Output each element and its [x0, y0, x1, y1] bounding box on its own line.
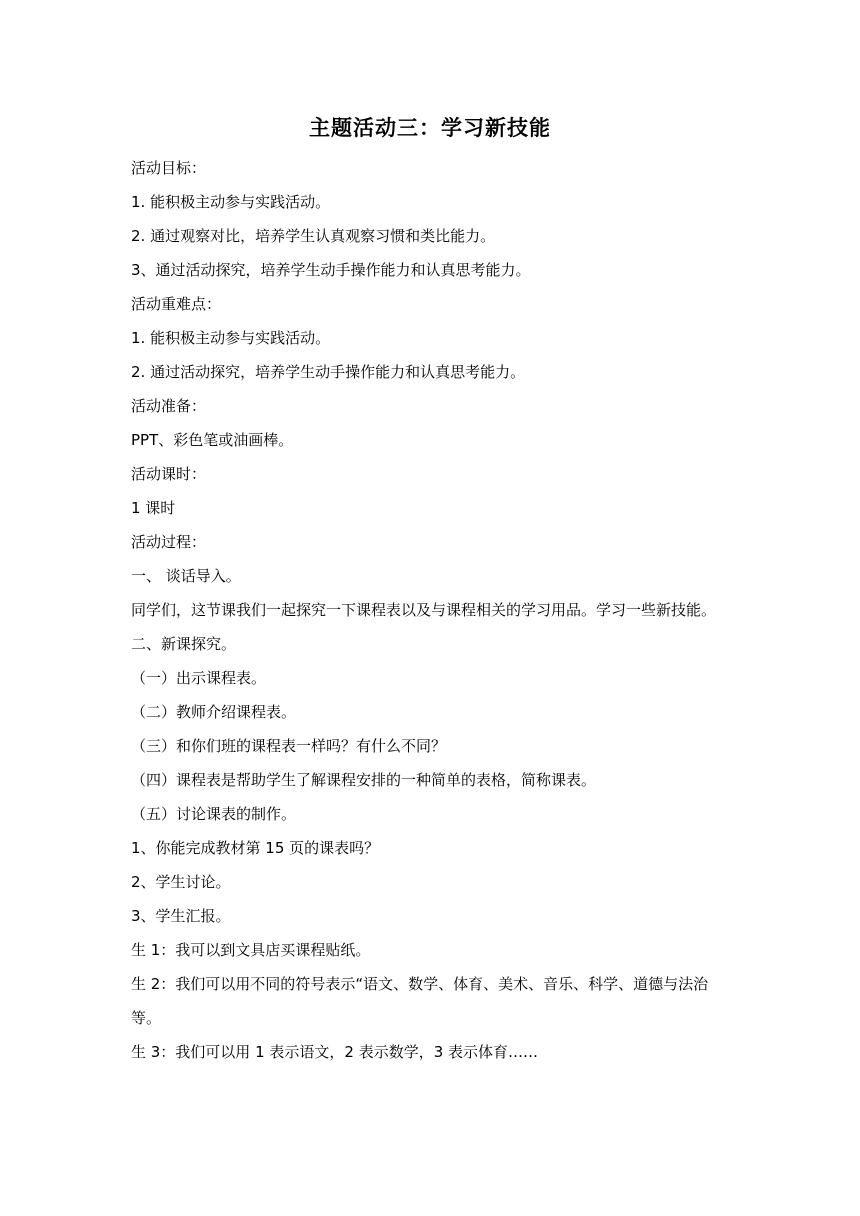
section-heading-goals: 活动目标： [131, 159, 207, 177]
sub-step-4: （四）课程表是帮助学生了解课程安排的一种简单的表格，简称课表。 [131, 771, 597, 789]
document-title: 主题活动三：学习新技能 [309, 116, 551, 140]
discussion-item-2: 2、学生讨论。 [131, 873, 231, 891]
section-heading-preparation: 活动准备： [131, 397, 207, 415]
goal-item-1: 1. 能积极主动参与实践活动。 [131, 193, 331, 211]
class-hours-text: 1 课时 [131, 499, 176, 517]
key-point-item-2: 2. 通过活动探究，培养学生动手操作能力和认真思考能力。 [131, 363, 526, 381]
process-step-1: 一、 谈话导入。 [131, 567, 241, 585]
section-heading-class-hours: 活动课时： [131, 465, 207, 483]
key-point-item-1: 1. 能积极主动参与实践活动。 [131, 329, 331, 347]
sub-step-1: （一）出示课程表。 [131, 669, 267, 687]
sub-step-3: （三）和你们班的课程表一样吗？有什么不同？ [131, 737, 447, 755]
sub-step-2: （二）教师介绍课程表。 [131, 703, 297, 721]
document-body [131, 151, 731, 1069]
goal-item-3: 3、通过活动探究，培养学生动手操作能力和认真思考能力。 [131, 261, 531, 279]
goal-item-2: 2. 通过观察对比，培养学生认真观察习惯和类比能力。 [131, 227, 496, 245]
preparation-text: PPT、彩色笔或油画棒。 [131, 431, 294, 449]
sub-step-5: （五）讨论课表的制作。 [131, 805, 297, 823]
student-answer-3: 生 3：我们可以用 1 表示语文，2 表示数学，3 表示体育…… [131, 1043, 539, 1061]
process-step-2: 二、新课探究。 [131, 635, 237, 653]
discussion-item-3: 3、学生汇报。 [131, 907, 231, 925]
section-heading-key-points: 活动重难点： [131, 295, 222, 313]
student-answer-2: 生 2：我们可以用不同的符号表示“语文、数学、体育、美术、音乐、科学、道德与法治等。 [131, 975, 709, 1027]
intro-paragraph: 同学们，这节课我们一起探究一下课程表以及与课程相关的学习用品。学习一些新技能。 [131, 601, 717, 619]
student-answer-1: 生 1：我可以到文具店买课程贴纸。 [131, 941, 371, 959]
section-heading-process: 活动过程： [131, 533, 207, 551]
discussion-item-1: 1、你能完成教材第 15 页的课表吗？ [131, 839, 380, 857]
